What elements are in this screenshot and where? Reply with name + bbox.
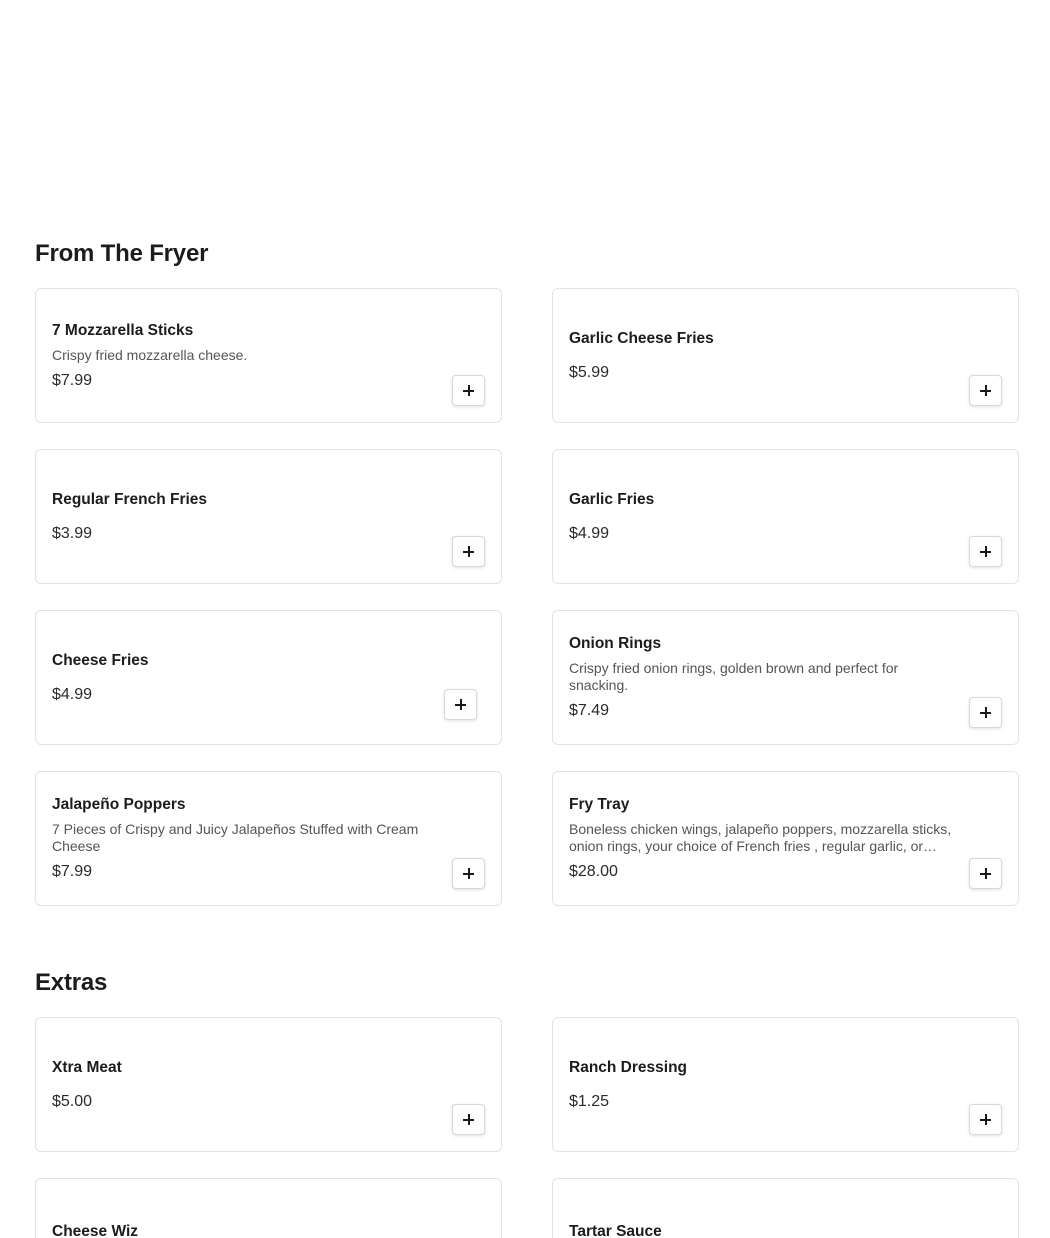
menu-item-card[interactable]: [552, 771, 1019, 906]
menu-item-card[interactable]: [552, 449, 1019, 584]
menu-item-card[interactable]: [552, 1017, 1019, 1152]
plus-icon: [463, 385, 474, 396]
menu-item-card[interactable]: [552, 610, 1019, 745]
item-name: Onion Rings: [569, 635, 662, 652]
section-title-extras: Extras: [35, 969, 108, 996]
add-to-cart-button[interactable]: [969, 858, 1002, 889]
menu-item-card[interactable]: [35, 610, 502, 745]
item-price: $4.99: [52, 685, 93, 703]
item-price: $5.99: [569, 363, 610, 381]
item-name: Ranch Dressing: [569, 1058, 688, 1076]
add-to-cart-button[interactable]: [452, 1104, 485, 1135]
plus-icon: [980, 1114, 991, 1125]
item-price: $28.00: [569, 863, 618, 880]
item-name: 7 Mozzarella Sticks: [52, 321, 194, 339]
add-to-cart-button[interactable]: [444, 689, 477, 720]
add-to-cart-button[interactable]: [452, 375, 485, 406]
item-price: $5.00: [52, 1092, 93, 1110]
menu-item-card[interactable]: [35, 771, 502, 906]
item-description: 7 Pieces of Crispy and Juicy Jalapeños Stuffed with Cream Cheese: [52, 821, 419, 854]
item-price: $7.99: [52, 863, 93, 880]
section-title-from-the-fryer: From The Fryer: [35, 240, 209, 267]
add-to-cart-button[interactable]: [969, 375, 1002, 406]
menu-item-card[interactable]: [35, 1178, 502, 1238]
plus-icon: [980, 707, 991, 718]
item-price: $1.25: [569, 1092, 610, 1110]
item-name: Xtra Meat: [52, 1058, 122, 1076]
item-price: $7.99: [52, 371, 93, 389]
item-name: Tartar Sauce: [569, 1223, 662, 1238]
plus-icon: [980, 868, 991, 879]
menu-item-card[interactable]: [35, 1017, 502, 1152]
item-name: Jalapeño Poppers: [52, 796, 186, 813]
item-name: Fry Tray: [569, 796, 630, 813]
add-to-cart-button[interactable]: [969, 1104, 1002, 1135]
plus-icon: [463, 868, 474, 879]
item-name: Garlic Fries: [569, 490, 655, 508]
item-description: Boneless chicken wings, jalapeño poppers, mozzarella sticks, onion rings, your choice of French fries , regular garlic, or: [569, 821, 952, 854]
add-to-cart-button[interactable]: [452, 858, 485, 889]
item-name: Regular French Fries: [52, 490, 208, 508]
menu-item-card[interactable]: [35, 449, 502, 584]
item-price: $7.49: [569, 702, 610, 719]
plus-icon: [455, 699, 466, 710]
plus-icon: [463, 546, 474, 557]
menu-item-card[interactable]: [552, 1178, 1019, 1238]
item-name: Cheese Fries: [52, 651, 149, 669]
plus-icon: [463, 1114, 474, 1125]
add-to-cart-button[interactable]: [452, 536, 485, 567]
add-to-cart-button[interactable]: [969, 536, 1002, 567]
item-price: $4.99: [569, 524, 610, 542]
item-name: Garlic Cheese Fries: [569, 329, 714, 347]
item-name: Cheese Wiz: [52, 1223, 138, 1238]
item-description: Crispy fried mozzarella cheese.: [52, 346, 248, 363]
plus-icon: [980, 385, 991, 396]
item-description: Crispy fried onion rings, golden brown and perfect for snacking.: [569, 660, 899, 693]
menu-item-card[interactable]: [552, 288, 1019, 423]
add-to-cart-button[interactable]: [969, 697, 1002, 728]
plus-icon: [980, 546, 991, 557]
item-price: $3.99: [52, 524, 93, 542]
menu-item-card[interactable]: [35, 288, 502, 423]
